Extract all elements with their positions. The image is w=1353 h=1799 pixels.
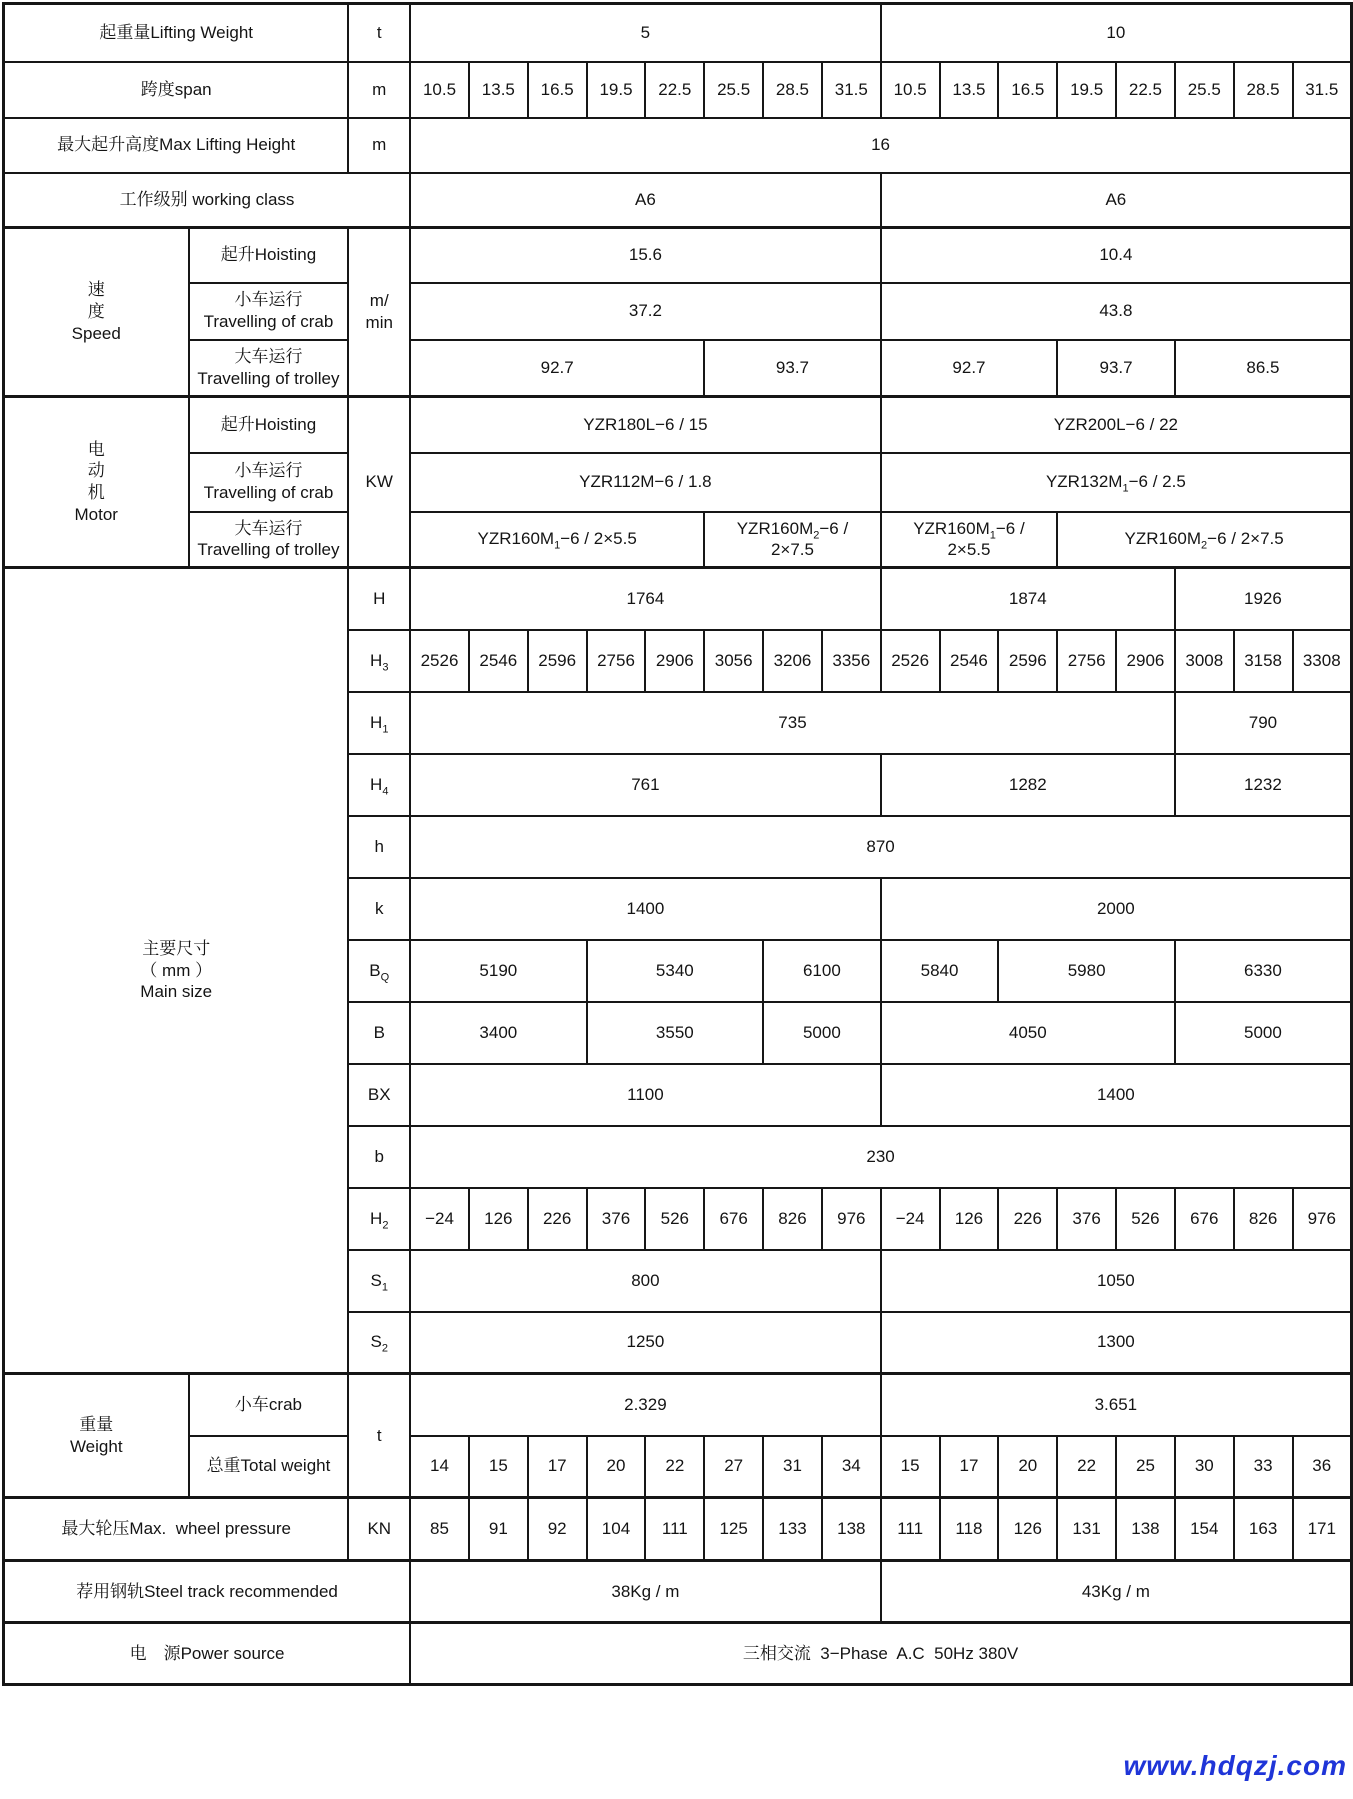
size-H3-value-14: 3008 <box>1175 630 1234 692</box>
size-H2-value-11: 226 <box>998 1188 1057 1250</box>
power-source-value: 三相交流 3−Phase A.C 50Hz 380V <box>410 1623 1351 1685</box>
size-H2-value-5: 526 <box>645 1188 704 1250</box>
row-speed-trolley <box>4 340 1352 397</box>
wheel-pressure-unit: KN <box>348 1498 410 1561</box>
speed-section-label: 速 度 Speed <box>4 228 189 397</box>
size-BQ-value-4: 5840 <box>881 940 999 1002</box>
max-lifting-height-unit: m <box>348 118 410 173</box>
size-B-label: B <box>348 1002 410 1064</box>
size-H2-value-9: −24 <box>881 1188 940 1250</box>
size-H3-value-11: 2596 <box>998 630 1057 692</box>
weight-total-value-9: 15 <box>881 1436 940 1498</box>
size-H3-value-2: 2546 <box>469 630 528 692</box>
main-size-section-label: 主要尺寸 （ mm ） Main size <box>4 568 349 1374</box>
span-value-3: 13.5 <box>469 62 528 118</box>
weight-total-value-12: 22 <box>1057 1436 1116 1498</box>
size-BQ-label: $B_Q$ <box>348 940 410 1002</box>
weight-crab-label: 小车crab <box>189 1374 349 1436</box>
weight-total-label: 总重Total weight <box>189 1436 349 1498</box>
size-BX-value-2: 1400 <box>881 1064 1352 1126</box>
row-weight-crab <box>4 1374 1352 1436</box>
wheel-pressure-value-3: 91 <box>469 1498 528 1561</box>
size-H3-value-13: 2906 <box>1116 630 1175 692</box>
size-BX-value-1: 1100 <box>410 1064 881 1126</box>
span-value-8: 28.5 <box>763 62 822 118</box>
weight-section-label: 重量 Weight <box>4 1374 189 1498</box>
span-value-7: 25.5 <box>704 62 763 118</box>
power-source-label: 电 源Power source <box>4 1623 411 1685</box>
motor-crab-value-2: $YZR132M_1-6 / 2.5$ <box>881 453 1352 512</box>
row-power-source <box>4 1623 1352 1685</box>
size-H2-value-6: 676 <box>704 1188 763 1250</box>
span-value-5: 19.5 <box>587 62 646 118</box>
size-H3-value-8: 3356 <box>822 630 881 692</box>
working-class-value-2: A6 <box>881 173 1352 228</box>
size-H3-value-10: 2546 <box>940 630 999 692</box>
weight-total-value-15: 33 <box>1234 1436 1293 1498</box>
wheel-pressure-value-5: 104 <box>587 1498 646 1561</box>
row-speed-crab <box>4 283 1352 340</box>
motor-trolley-value-4: $YZR160M_2-6 / 2\times 7.5$ <box>1057 512 1351 568</box>
speed-hoisting-value-3: 15.6 <box>410 228 881 283</box>
size-H2-value-8: 976 <box>822 1188 881 1250</box>
working-class-value-1: A6 <box>410 173 881 228</box>
size-H4-value-1: 761 <box>410 754 881 816</box>
weight-total-value-11: 20 <box>998 1436 1057 1498</box>
row-motor-trolley <box>4 512 1352 568</box>
size-H3-value-7: 3206 <box>763 630 822 692</box>
row-span <box>4 62 1352 118</box>
speed-trolley-value-2: 93.7 <box>704 340 880 397</box>
size-H1-label: $H_1$ <box>348 692 410 754</box>
speed-trolley-value-4: 93.7 <box>1057 340 1175 397</box>
wheel-pressure-value-10: 111 <box>881 1498 940 1561</box>
weight-total-value-2: 15 <box>469 1436 528 1498</box>
size-H2-value-2: 126 <box>469 1188 528 1250</box>
row-lifting-weight <box>4 4 1352 62</box>
weight-total-value-10: 17 <box>940 1436 999 1498</box>
size-H3-value-16: 3308 <box>1293 630 1352 692</box>
weight-total-value-16: 36 <box>1293 1436 1352 1498</box>
wheel-pressure-label: 最大轮压Max. wheel pressure <box>4 1498 349 1561</box>
span-value-11: 13.5 <box>940 62 999 118</box>
working-class-label: 工作级别 working class <box>4 173 411 228</box>
steel-track-value-1: 38Kg / m <box>410 1561 881 1623</box>
span-value-17: 31.5 <box>1293 62 1352 118</box>
size-B-value-4: 4050 <box>881 1002 1175 1064</box>
size-H2-value-16: 976 <box>1293 1188 1352 1250</box>
size-H3-value-1: 2526 <box>410 630 469 692</box>
lifting-weight-label: 起重量Lifting Weight <box>4 4 349 62</box>
size-H2-value-3: 226 <box>528 1188 587 1250</box>
wheel-pressure-value-8: 133 <box>763 1498 822 1561</box>
motor-trolley-value-1: $YZR160M_1-6 / 2\times 5.5$ <box>410 512 704 568</box>
motor-section-label: 电 动 机 Motor <box>4 397 189 568</box>
wheel-pressure-value-11: 118 <box>940 1498 999 1561</box>
crane-spec-table <box>2 2 1353 1686</box>
weight-unit: t <box>348 1374 410 1498</box>
weight-crab-value-3: 2.329 <box>410 1374 881 1436</box>
motor-crab-value-1: YZR112M−6 / 1.8 <box>410 453 881 512</box>
wheel-pressure-value-4: 92 <box>528 1498 587 1561</box>
size-H2-value-7: 826 <box>763 1188 822 1250</box>
motor-trolley-value-3: $YZR160M_1-6$ / 2×5.5 <box>881 512 1057 568</box>
capacity-5t: 5 <box>410 4 881 62</box>
size-b-value-1: 230 <box>410 1126 1351 1188</box>
size-H3-value-3: 2596 <box>528 630 587 692</box>
size-BQ-value-6: 6330 <box>1175 940 1352 1002</box>
size-H1-value-2: 790 <box>1175 692 1352 754</box>
span-value-13: 19.5 <box>1057 62 1116 118</box>
size-H2-value-1: −24 <box>410 1188 469 1250</box>
size-H3-value-15: 3158 <box>1234 630 1293 692</box>
size-S2-label: $S_2$ <box>348 1312 410 1374</box>
span-value-2: 10.5 <box>410 62 469 118</box>
span-value-14: 22.5 <box>1116 62 1175 118</box>
size-H-value-3: 1874 <box>881 568 1175 630</box>
span-value-10: 10.5 <box>881 62 940 118</box>
size-H2-value-14: 676 <box>1175 1188 1234 1250</box>
size-H2-value-12: 376 <box>1057 1188 1116 1250</box>
weight-crab-value-4: 3.651 <box>881 1374 1352 1436</box>
size-H3-value-5: 2906 <box>645 630 704 692</box>
size-H2-value-13: 526 <box>1116 1188 1175 1250</box>
size-B-value-3: 5000 <box>763 1002 881 1064</box>
wheel-pressure-value-9: 138 <box>822 1498 881 1561</box>
motor-trolley-label: 大车运行 Travelling of trolley <box>189 512 349 568</box>
motor-hoisting-value-3: YZR180L−6 / 15 <box>410 397 881 453</box>
size-H1-value-1: 735 <box>410 692 1175 754</box>
span-label: 跨度span <box>4 62 349 118</box>
wheel-pressure-value-15: 154 <box>1175 1498 1234 1561</box>
lifting-weight-unit: t <box>348 4 410 62</box>
website-link[interactable]: www.hdqzj.com <box>1123 1750 1347 1781</box>
size-S2-value-2: 1300 <box>881 1312 1352 1374</box>
size-b-label: b <box>348 1126 410 1188</box>
wheel-pressure-value-14: 138 <box>1116 1498 1175 1561</box>
wheel-pressure-value-12: 126 <box>998 1498 1057 1561</box>
size-H-label: H <box>348 568 410 630</box>
size-H-value-4: 1926 <box>1175 568 1352 630</box>
row-motor-crab <box>4 453 1352 512</box>
size-BQ-value-5: 5980 <box>998 940 1174 1002</box>
steel-track-label: 荐用钢轨Steel track recommended <box>4 1561 411 1623</box>
weight-total-value-5: 22 <box>645 1436 704 1498</box>
row-steel-track <box>4 1561 1352 1623</box>
size-B-value-1: 3400 <box>410 1002 586 1064</box>
weight-total-value-8: 34 <box>822 1436 881 1498</box>
span-unit: m <box>348 62 410 118</box>
size-H2-value-10: 126 <box>940 1188 999 1250</box>
row-max-lifting-height <box>4 118 1352 173</box>
span-value-4: 16.5 <box>528 62 587 118</box>
size-k-value-2: 2000 <box>881 878 1352 940</box>
max-lifting-height-label: 最大起升高度Max Lifting Height <box>4 118 349 173</box>
wheel-pressure-value-7: 125 <box>704 1498 763 1561</box>
size-k-label: k <box>348 878 410 940</box>
size-H3-value-6: 3056 <box>704 630 763 692</box>
size-k-value-1: 1400 <box>410 878 881 940</box>
weight-total-value-4: 20 <box>587 1436 646 1498</box>
size-H2-label: $H_2$ <box>348 1188 410 1250</box>
span-value-9: 31.5 <box>822 62 881 118</box>
size-H4-value-3: 1232 <box>1175 754 1352 816</box>
size-S1-value-1: 800 <box>410 1250 881 1312</box>
span-value-15: 25.5 <box>1175 62 1234 118</box>
motor-trolley-value-2: $YZR160M_2-6$ / 2×7.5 <box>704 512 880 568</box>
size-BQ-value-3: 6100 <box>763 940 881 1002</box>
speed-crab-value-2: 43.8 <box>881 283 1352 340</box>
row-speed-hoisting <box>4 228 1352 283</box>
size-H4-label: $H_4$ <box>348 754 410 816</box>
wheel-pressure-value-17: 171 <box>1293 1498 1352 1561</box>
size-h-label: h <box>348 816 410 878</box>
weight-total-value-6: 27 <box>704 1436 763 1498</box>
motor-hoisting-label: 起升Hoisting <box>189 397 349 453</box>
speed-trolley-value-3: 92.7 <box>881 340 1057 397</box>
row-wheel-pressure <box>4 1498 1352 1561</box>
size-BX-label: BX <box>348 1064 410 1126</box>
weight-total-value-7: 31 <box>763 1436 822 1498</box>
motor-hoisting-value-4: YZR200L−6 / 22 <box>881 397 1352 453</box>
size-B-value-2: 3550 <box>587 1002 763 1064</box>
size-H2-value-4: 376 <box>587 1188 646 1250</box>
row-motor-hoisting <box>4 397 1352 453</box>
span-value-6: 22.5 <box>645 62 704 118</box>
speed-trolley-label: 大车运行 Travelling of trolley <box>189 340 349 397</box>
capacity-10t: 10 <box>881 4 1352 62</box>
speed-unit: m/ min <box>348 228 410 397</box>
wheel-pressure-value-13: 131 <box>1057 1498 1116 1561</box>
row-working-class <box>4 173 1352 228</box>
size-B-value-5: 5000 <box>1175 1002 1352 1064</box>
wheel-pressure-value-16: 163 <box>1234 1498 1293 1561</box>
speed-crab-value-1: 37.2 <box>410 283 881 340</box>
size-S2-value-1: 1250 <box>410 1312 881 1374</box>
size-H3-value-4: 2756 <box>587 630 646 692</box>
weight-total-value-14: 30 <box>1175 1436 1234 1498</box>
speed-crab-label: 小车运行 Travelling of crab <box>189 283 349 340</box>
span-value-12: 16.5 <box>998 62 1057 118</box>
weight-total-value-3: 17 <box>528 1436 587 1498</box>
steel-track-value-2: 43Kg / m <box>881 1561 1352 1623</box>
max-lifting-height-value-2: 16 <box>410 118 1351 173</box>
speed-hoisting-value-4: 10.4 <box>881 228 1352 283</box>
row-size-H <box>4 568 1352 630</box>
size-H3-value-12: 2756 <box>1057 630 1116 692</box>
speed-trolley-value-1: 92.7 <box>410 340 704 397</box>
span-value-16: 28.5 <box>1234 62 1293 118</box>
wheel-pressure-value-2: 85 <box>410 1498 469 1561</box>
size-H3-value-9: 2526 <box>881 630 940 692</box>
weight-total-value-13: 25 <box>1116 1436 1175 1498</box>
size-H4-value-2: 1282 <box>881 754 1175 816</box>
size-BQ-value-1: 5190 <box>410 940 586 1002</box>
row-weight-total <box>4 1436 1352 1498</box>
size-BQ-value-2: 5340 <box>587 940 763 1002</box>
weight-total-value-1: 14 <box>410 1436 469 1498</box>
motor-crab-label: 小车运行 Travelling of crab <box>189 453 349 512</box>
size-S1-value-2: 1050 <box>881 1250 1352 1312</box>
size-S1-label: $S_1$ <box>348 1250 410 1312</box>
size-H3-label: $H_3$ <box>348 630 410 692</box>
size-h-value-1: 870 <box>410 816 1351 878</box>
motor-unit: KW <box>348 397 410 568</box>
size-H-value-2: 1764 <box>410 568 881 630</box>
wheel-pressure-value-6: 111 <box>645 1498 704 1561</box>
size-H2-value-15: 826 <box>1234 1188 1293 1250</box>
speed-trolley-value-5: 86.5 <box>1175 340 1352 397</box>
speed-hoisting-label: 起升Hoisting <box>189 228 349 283</box>
